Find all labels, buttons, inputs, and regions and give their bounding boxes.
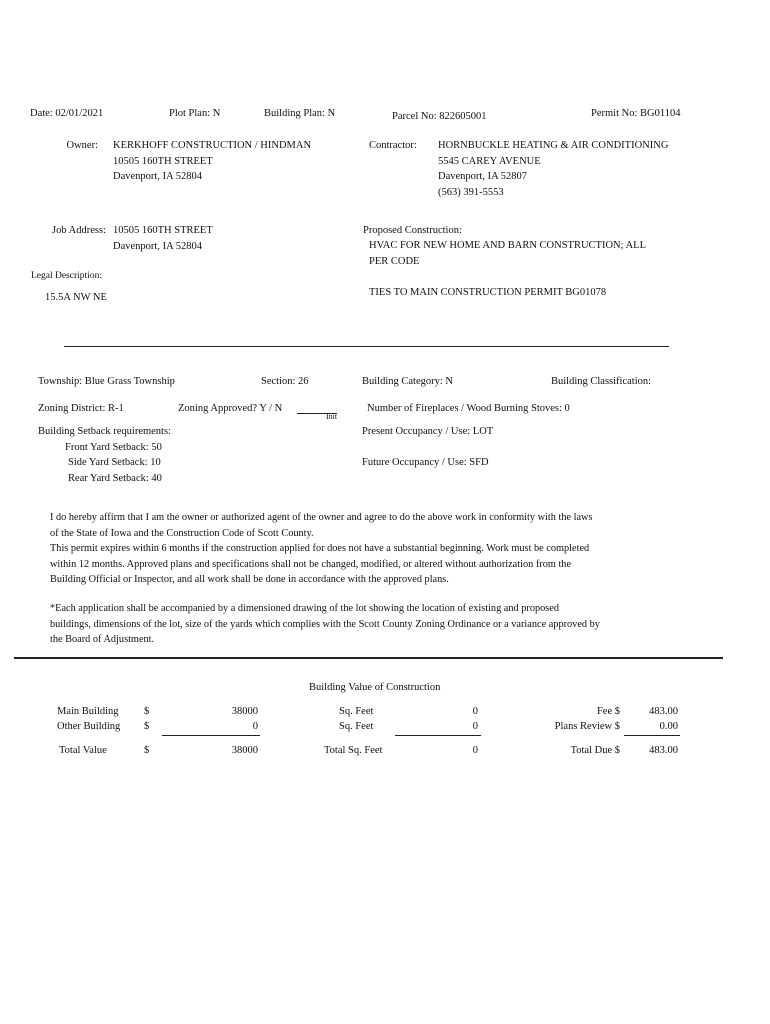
main-building-value: 38000 xyxy=(231,706,258,717)
proposed-construction-block xyxy=(369,238,646,269)
legal-description-label: Legal Description: xyxy=(31,271,102,281)
building-plan: Building Plan: N xyxy=(264,108,336,119)
total-due-label: Total Due $ xyxy=(570,745,620,756)
main-sqft-value: 0 xyxy=(472,706,478,717)
township: Township: Blue Grass Township xyxy=(38,376,175,387)
application-note-line: *Each application shall be accompanied by a dimensioned drawing of the lot showing the location of existing and proposed xyxy=(50,603,559,614)
building-category: Building Category: N xyxy=(362,376,453,387)
plans-review-label: Plans Review $ xyxy=(554,721,620,732)
job-address-line: 10505 160TH STREET xyxy=(113,225,213,236)
job-address-line: Davenport, IA 52804 xyxy=(113,240,202,252)
value-sum-line xyxy=(162,735,260,736)
affirmation-line: Building Official or Inspector, and all work shall be done in accordance with the approved plans. xyxy=(50,574,449,585)
contractor-block xyxy=(438,138,668,200)
total-value-label: Total Value xyxy=(59,745,107,756)
other-sqft-label: Sq. Feet xyxy=(339,721,374,732)
rear-setback: Rear Yard Setback: 40 xyxy=(68,473,162,484)
owner-block xyxy=(113,138,311,185)
present-occupancy: Present Occupancy / Use: LOT xyxy=(362,426,494,437)
future-occupancy: Future Occupancy / Use: SFD xyxy=(362,457,489,468)
section-divider xyxy=(64,346,669,347)
total-value: 38000 xyxy=(231,745,258,756)
affirmation-line: of the State of Iowa and the Construction Code of Scott County. xyxy=(50,527,314,539)
proposed-construction-label: Proposed Construction: xyxy=(363,225,462,236)
fireplaces: Number of Fireplaces / Wood Burning Stoves: 0 xyxy=(367,403,570,414)
other-building-value: 0 xyxy=(252,721,258,732)
building-value-title: Building Value of Construction xyxy=(309,682,441,693)
other-sqft-value: 0 xyxy=(472,721,478,732)
other-building-label: Other Building xyxy=(57,721,121,732)
legal-description-value: 15.5A NW NE xyxy=(45,292,107,303)
currency-sign: $ xyxy=(144,745,150,756)
front-setback: Front Yard Setback: 50 xyxy=(65,442,162,453)
application-note-line: the Board of Adjustment. xyxy=(50,634,155,645)
proposed-construction-note: TIES TO MAIN CONSTRUCTION PERMIT BG01078 xyxy=(369,287,607,298)
init-label: Init xyxy=(326,412,338,421)
main-building-label: Main Building xyxy=(57,706,119,717)
proposed-construction-line: HVAC FOR NEW HOME AND BARN CONSTRUCTION; ALL xyxy=(369,240,647,251)
contractor-label: Contractor: xyxy=(369,140,417,151)
contractor-line: (563) 391-5553 xyxy=(438,186,504,198)
affirmation-line: This permit expires within 6 months if the construction applied for does not have a substantial beginning. Work must be completed xyxy=(50,543,590,554)
owner-line: KERKHOFF CONSTRUCTION / HINDMAN xyxy=(113,140,312,151)
parcel-number: Parcel No: 822605001 xyxy=(392,111,487,122)
sqft-sum-line xyxy=(395,735,481,736)
owner-label: Owner: xyxy=(66,140,98,151)
zoning-district: Zoning District: R-1 xyxy=(38,403,124,414)
building-classification: Building Classification: xyxy=(551,376,652,387)
value-divider xyxy=(14,657,723,659)
total-due-value: 483.00 xyxy=(649,745,678,756)
application-note xyxy=(50,601,670,648)
fee-sum-line xyxy=(624,735,680,736)
side-setback: Side Yard Setback: 10 xyxy=(68,457,161,468)
main-sqft-label: Sq. Feet xyxy=(339,706,374,717)
total-sqft-value: 0 xyxy=(472,745,478,756)
permit-number: Permit No: BG01104 xyxy=(591,108,681,119)
affirmation-line: I do hereby affirm that I am the owner or authorized agent of the owner and agree to do the above work in conformity with the laws xyxy=(50,512,593,523)
fee-value: 483.00 xyxy=(649,706,678,717)
application-note-line: buildings, dimensions of the lot, size of the yards which complies with the Scott County Zoning Ordinance or a variance approved by xyxy=(50,618,600,630)
plans-review-value: 0.00 xyxy=(659,721,678,732)
setback-label: Building Setback requirements: xyxy=(38,426,171,437)
owner-line: 10505 160TH STREET xyxy=(113,155,213,167)
currency-sign: $ xyxy=(144,706,150,717)
job-address-label: Job Address: xyxy=(52,225,106,236)
permit-date: Date: 02/01/2021 xyxy=(30,108,104,119)
total-sqft-label: Total Sq. Feet xyxy=(324,745,383,756)
zoning-approved: Zoning Approved? Y / N xyxy=(178,403,283,414)
contractor-line: 5545 CAREY AVENUE xyxy=(438,155,541,167)
owner-line: Davenport, IA 52804 xyxy=(113,171,202,182)
fee-label: Fee $ xyxy=(596,706,620,717)
contractor-line: HORNBUCKLE HEATING & AIR CONDITIONING xyxy=(438,140,669,151)
section-number: Section: 26 xyxy=(261,376,309,387)
contractor-line: Davenport, IA 52807 xyxy=(438,171,527,182)
job-address-block xyxy=(113,223,213,254)
currency-sign: $ xyxy=(144,721,150,732)
proposed-construction-line: PER CODE xyxy=(369,255,420,267)
affirmation-line: within 12 months. Approved plans and specifications shall not be changed, modified, or altered without authorization from the xyxy=(50,558,572,570)
affirmation-text xyxy=(50,510,670,588)
plot-plan: Plot Plan: N xyxy=(169,108,221,119)
